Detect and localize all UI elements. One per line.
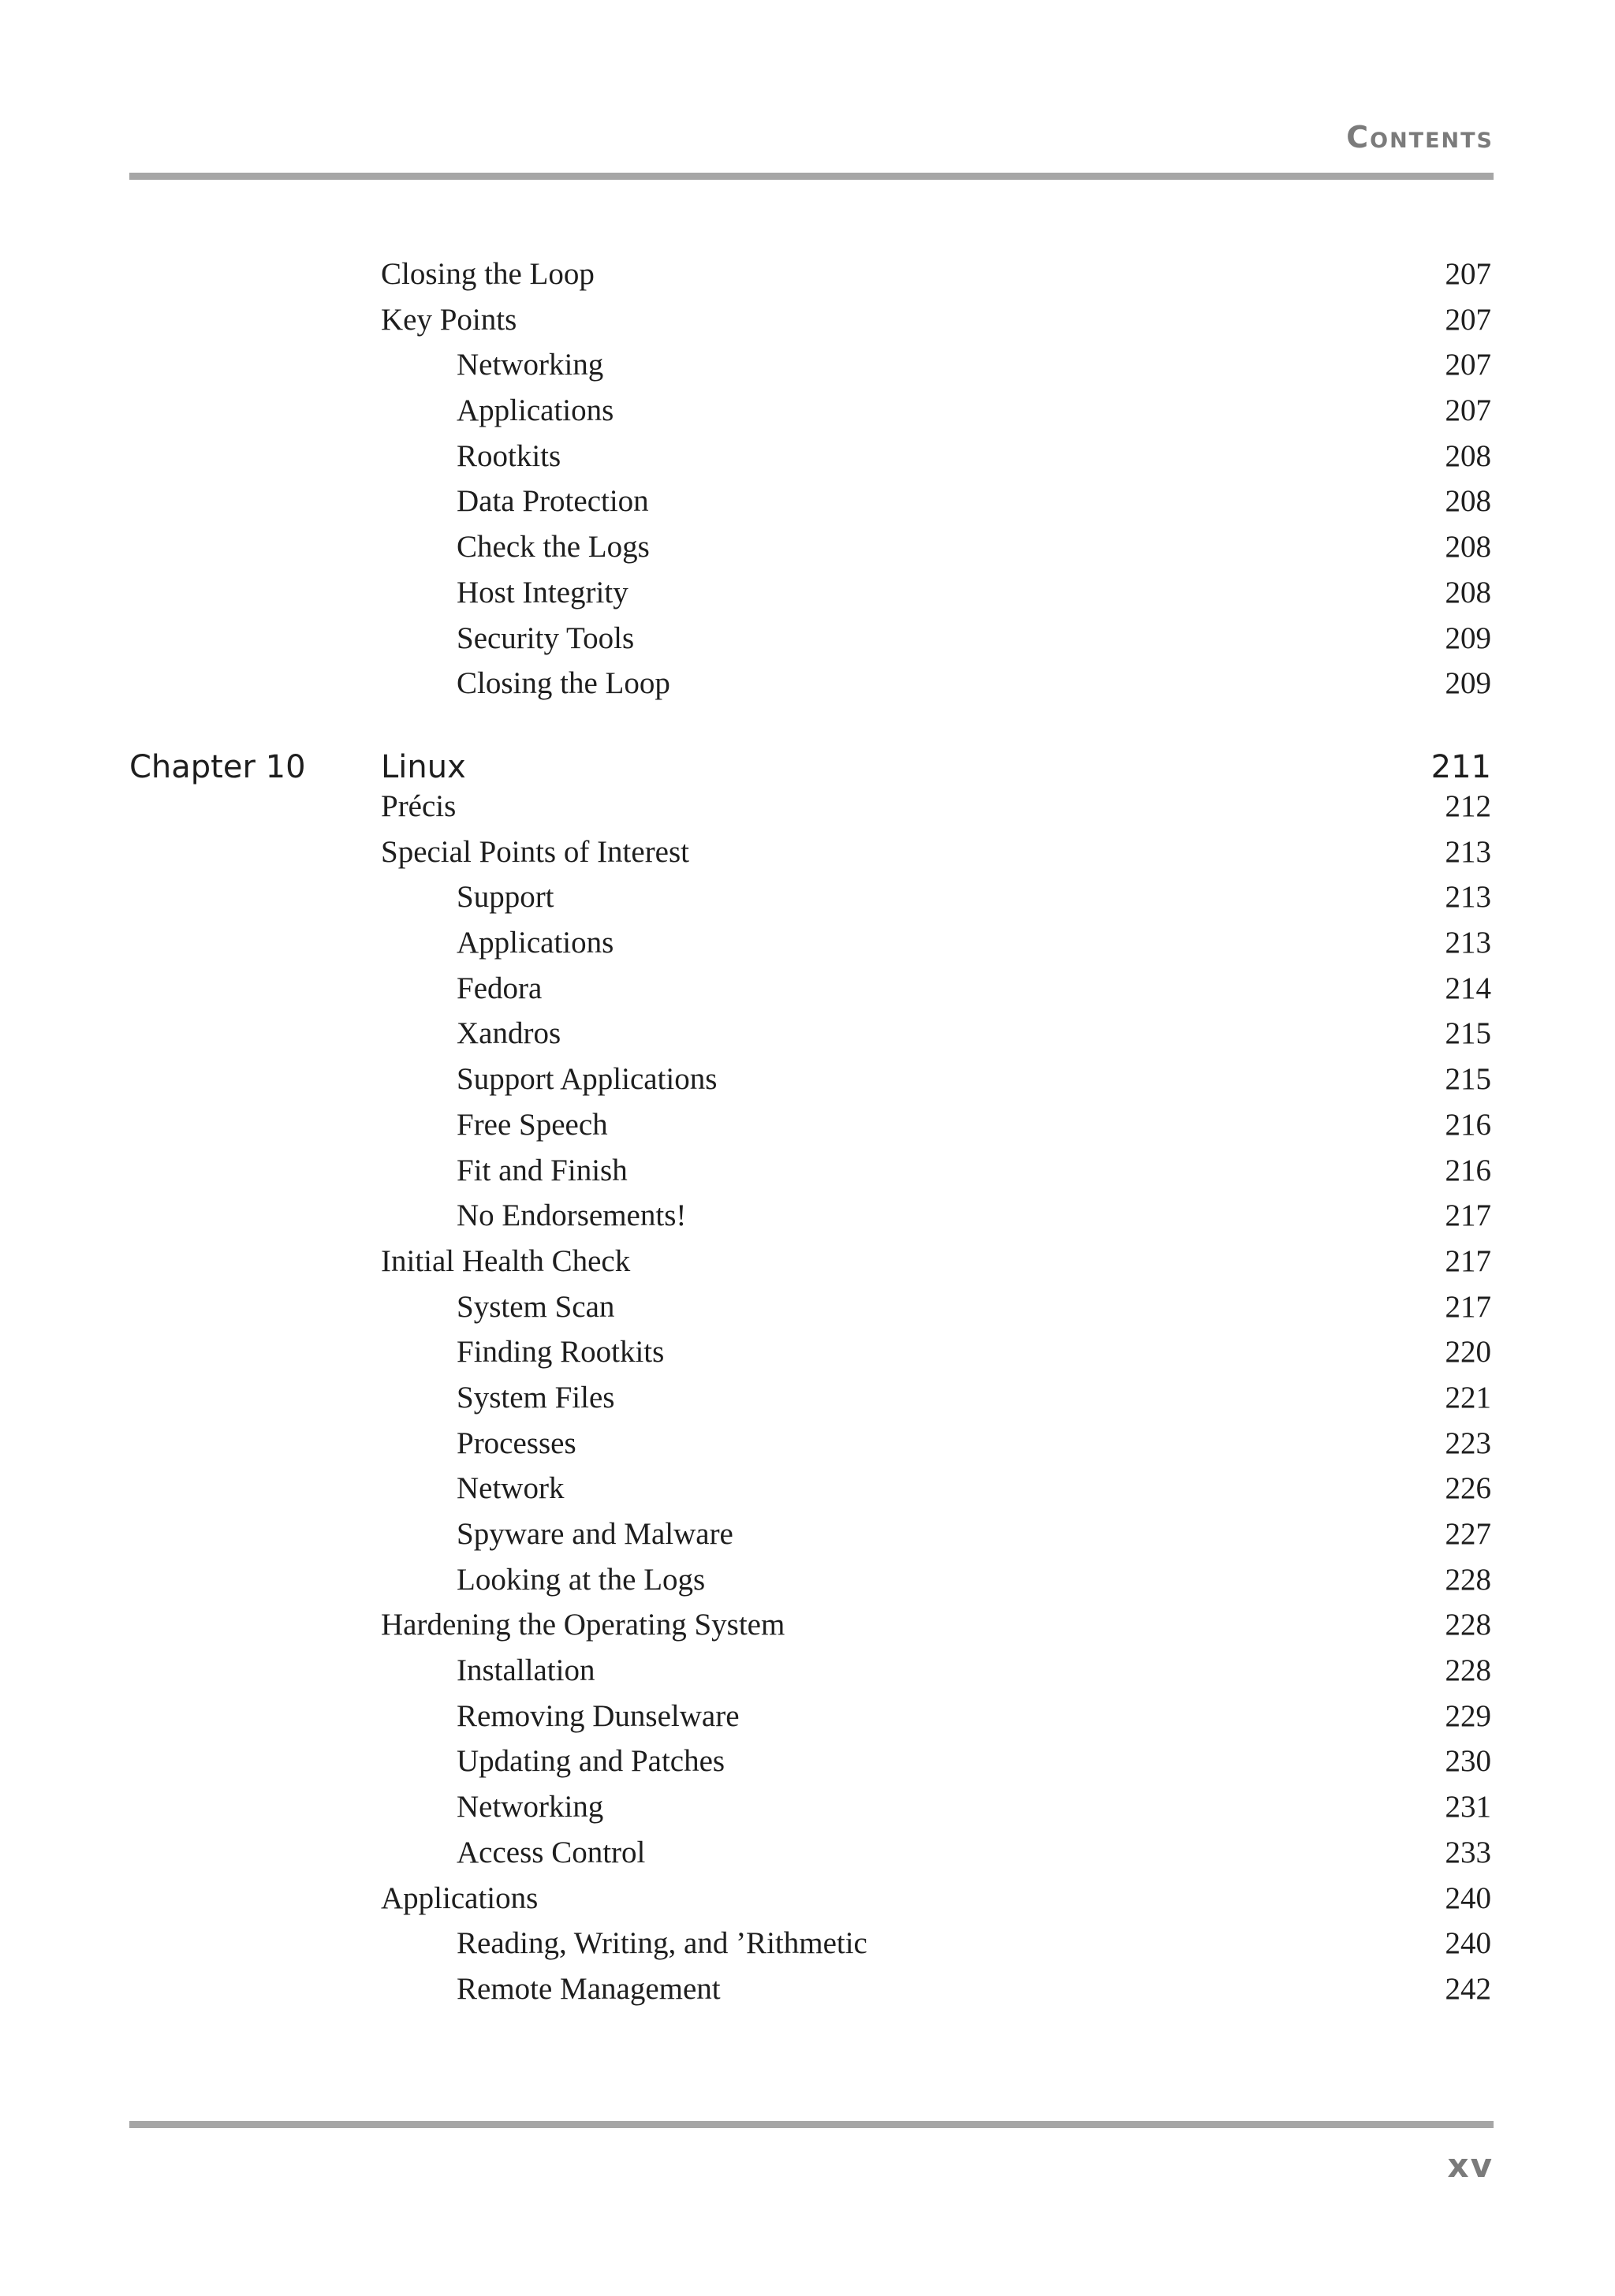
toc-entry-page-number: 228 (1445, 1562, 1491, 1597)
toc-entry-page-number: 213 (1445, 880, 1491, 915)
header-rule (129, 173, 1494, 180)
toc-entry-title: Finding Rootkits (457, 1335, 665, 1370)
toc-entry-title: Précis (381, 789, 457, 823)
chapter-label: Chapter 10 (129, 749, 306, 785)
toc-entry-page-number: 215 (1445, 1062, 1491, 1097)
toc-entry-title: Closing the Loop (457, 666, 670, 701)
chapter-page-number: 211 (1430, 749, 1491, 785)
toc-entry (0, 256, 1615, 302)
toc-entry-page-number: 208 (1445, 575, 1491, 609)
toc-entry-page-number: 207 (1445, 302, 1491, 337)
toc-entry-page-number: 230 (1445, 1744, 1491, 1779)
toc-entry-page-number: 217 (1445, 1198, 1491, 1233)
toc-entry (0, 1653, 1615, 1698)
toc-entry-page-number: 227 (1445, 1517, 1491, 1551)
toc-entry-title: Key Points (381, 302, 517, 337)
toc-entry-page-number: 226 (1445, 1471, 1491, 1506)
toc-entry-page-number: 242 (1445, 1971, 1491, 2006)
toc-continued-section (0, 256, 1615, 711)
chapter-entries (0, 788, 1615, 2017)
toc-entry-page-number: 229 (1445, 1698, 1491, 1733)
toc-entry-title: Hardening the Operating System (381, 1608, 785, 1642)
toc-entry-page-number: 207 (1445, 257, 1491, 291)
toc-entry (0, 971, 1615, 1016)
toc-entry-page-number: 216 (1445, 1107, 1491, 1142)
toc-entry-title: Removing Dunselware (457, 1698, 740, 1733)
toc-entry-title: Network (457, 1471, 565, 1506)
toc-entry (0, 393, 1615, 438)
toc-entry-page-number: 213 (1445, 926, 1491, 960)
toc-entry-page-number: 207 (1445, 393, 1491, 428)
toc-entry-page-number: 221 (1445, 1380, 1491, 1414)
toc-entry-title: Looking at the Logs (457, 1562, 706, 1597)
toc-entry (0, 1426, 1615, 1471)
toc-entry-title: Networking (457, 348, 604, 382)
toc-entry-page-number: 228 (1445, 1608, 1491, 1642)
toc-entry-title: Applications (457, 393, 614, 428)
toc-entry-title: Initial Health Check (381, 1243, 631, 1278)
toc-entry-title: Processes (457, 1426, 576, 1460)
toc-entry (0, 1743, 1615, 1789)
toc-entry-title: Closing the Loop (381, 257, 595, 291)
toc-entry-title: Security Tools (457, 621, 635, 655)
toc-entry-page-number: 213 (1445, 834, 1491, 869)
toc-entry-title: Applications (381, 1880, 539, 1915)
toc-entry-page-number: 231 (1445, 1790, 1491, 1824)
toc-entry (0, 834, 1615, 880)
chapter-title: Linux (381, 749, 466, 785)
toc-entry-title: Updating and Patches (457, 1744, 725, 1779)
toc-entry-title: Support (457, 880, 554, 915)
toc-entry (0, 483, 1615, 529)
toc-entry-title: Fedora (457, 971, 543, 1005)
toc-entry (0, 1835, 1615, 1880)
toc-entry (0, 879, 1615, 925)
toc-entry (0, 1698, 1615, 1744)
toc-entry-page-number: 212 (1445, 789, 1491, 823)
toc-entry (0, 529, 1615, 575)
toc-entry (0, 302, 1615, 348)
toc-entry-page-number: 240 (1445, 1926, 1491, 1961)
folio-page-number: xv (1447, 2146, 1494, 2185)
toc-entry-title: System Files (457, 1380, 615, 1414)
toc-entry-page-number: 228 (1445, 1653, 1491, 1688)
toc-entry-page-number: 223 (1445, 1426, 1491, 1460)
toc-entry-title: Installation (457, 1653, 595, 1688)
toc-entry-page-number: 240 (1445, 1880, 1491, 1915)
toc-entry-page-number: 208 (1445, 438, 1491, 473)
toc-entry (0, 1198, 1615, 1243)
toc-entry (0, 347, 1615, 393)
toc-entry (0, 621, 1615, 666)
toc-entry-title: Free Speech (457, 1107, 608, 1142)
header-title: Contents (1346, 120, 1494, 155)
toc-entry (0, 1880, 1615, 1926)
toc-entry-title: Spyware and Malware (457, 1517, 733, 1551)
toc-entry (0, 925, 1615, 971)
toc-entry-title: Reading, Writing, and ’Rithmetic (457, 1926, 867, 1961)
toc-entry-title: Special Points of Interest (381, 834, 690, 869)
toc-entry (0, 665, 1615, 711)
toc-entry-page-number: 215 (1445, 1016, 1491, 1051)
toc-entry-title: Rootkits (457, 438, 561, 473)
footer-rule (129, 2121, 1494, 2128)
toc-entry-title: Xandros (457, 1016, 561, 1051)
toc-entry-title: Check the Logs (457, 530, 650, 565)
toc-entry (0, 1607, 1615, 1653)
toc-entry (0, 1061, 1615, 1107)
toc-entry (0, 438, 1615, 484)
toc-entry-page-number: 220 (1445, 1335, 1491, 1370)
toc-entry-title: Access Control (457, 1835, 646, 1869)
toc-entry-page-number: 208 (1445, 530, 1491, 565)
toc-entry-title: Host Integrity (457, 575, 628, 609)
toc-entry (0, 1562, 1615, 1608)
toc-entry (0, 788, 1615, 834)
toc-entry-title: Support Applications (457, 1062, 718, 1097)
toc-entry-title: Data Protection (457, 484, 649, 519)
toc-entry-page-number: 209 (1445, 666, 1491, 701)
toc-entry (0, 1289, 1615, 1335)
toc-entry (0, 575, 1615, 621)
toc-entry (0, 1971, 1615, 2017)
toc-entry (0, 1107, 1615, 1153)
toc-entry (0, 1925, 1615, 1971)
toc-entry-page-number: 216 (1445, 1153, 1491, 1187)
toc-entry (0, 1516, 1615, 1562)
toc-entry-title: Networking (457, 1790, 604, 1824)
toc-entry-title: No Endorsements! (457, 1198, 687, 1233)
toc-entry (0, 1243, 1615, 1289)
toc-entry-title: Applications (457, 926, 614, 960)
toc-entry-page-number: 214 (1445, 971, 1491, 1005)
toc-entry-page-number: 208 (1445, 484, 1491, 519)
toc-entry-page-number: 217 (1445, 1243, 1491, 1278)
toc-entry-page-number: 209 (1445, 621, 1491, 655)
toc-entry (0, 1470, 1615, 1516)
toc-entry (0, 1789, 1615, 1835)
toc-entry-title: System Scan (457, 1289, 615, 1324)
toc-entry (0, 1334, 1615, 1380)
toc-entry (0, 1380, 1615, 1426)
toc-chapter-section (0, 749, 1615, 2017)
chapter-heading (0, 749, 1615, 788)
toc-entry-title: Remote Management (457, 1971, 721, 2006)
toc-entry-page-number: 217 (1445, 1289, 1491, 1324)
toc-entry (0, 1153, 1615, 1198)
toc-entry-page-number: 207 (1445, 348, 1491, 382)
toc-entry-title: Fit and Finish (457, 1153, 628, 1187)
toc-entry-page-number: 233 (1445, 1835, 1491, 1869)
toc-entry (0, 1016, 1615, 1061)
